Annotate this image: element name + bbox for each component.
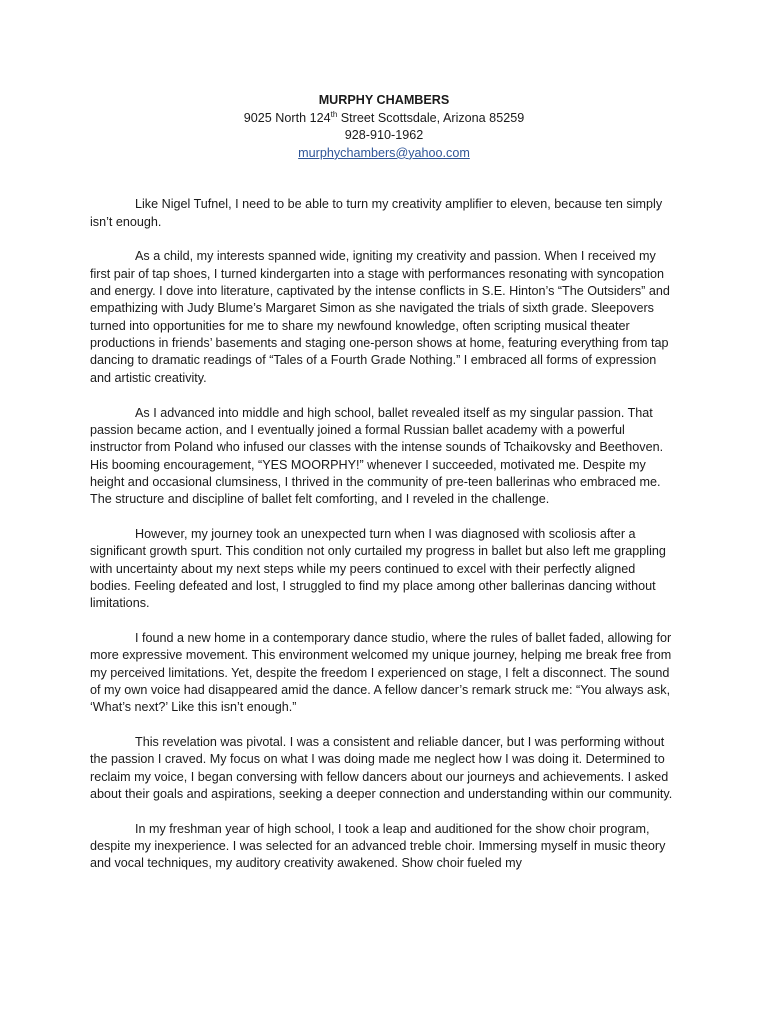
essay-page <box>90 92 678 890</box>
paragraph-4: However, my journey took an unexpected turn when I was diagnosed with scoliosis after a significant growth spurt. This condition not only curtailed my progress in ballet but also left me grappling with uncertainty about my next steps while my peers continued to excel with their perfectly aligned bodies. Feeling defeated and lost, I struggled to find my place among other ballerinas dancing without limitations. <box>90 526 666 611</box>
address-street-city: Street Scottsdale, Arizona 85259 <box>337 110 525 125</box>
paragraph-1: Like Nigel Tufnel, I need to be able to turn my creativity amplifier to eleven, because ten simply isn’t enough. <box>90 197 663 229</box>
address-number: 9025 North 124 <box>243 110 331 125</box>
contact-header <box>90 92 678 162</box>
phone-number: 928-910-1962 <box>344 128 424 143</box>
paragraph-6: This revelation was pivotal. I was a consistent and reliable dancer, but I was performing without the passion I craved. My focus on what I was doing made me neglect how I was doing it. Determined to reclaim my voice, I began conversing with fellow dancers about our journeys and achievements. I asked about their goals and aspirations, seeking a deeper connection and understanding within our community. <box>90 735 673 802</box>
address-ordinal-suffix: th <box>330 109 338 119</box>
essay-body <box>90 196 678 872</box>
paragraph-3: As I advanced into middle and high school, ballet revealed itself as my singular passion. That passion became action, and I eventually joined a formal Russian ballet academy with a powerful instructor from Poland who infused our classes with the intense sounds of Tchaikovsky and Beethoven. His booming encouragement, “YES MOORPHY!” whenever I succeeded, motivated me. Despite my height and occasional clumsiness, I thrived in the community of pre-teen ballerinas who embraced me. The structure and discipline of ballet felt comforting, and I reveled in the challenge. <box>90 405 664 507</box>
paragraph-7: In my freshman year of high school, I took a leap and auditioned for the show choir program, despite my inexperience. I was selected for an advanced treble choir. Immersing myself in music theory and vocal techniques, my auditory creativity awakened. Show choir fueled my <box>90 821 666 871</box>
author-name: MURPHY CHAMBERS <box>318 93 450 107</box>
paragraph-2: As a child, my interests spanned wide, igniting my creativity and passion. When I received my first pair of tap shoes, I turned kindergarten into a stage with performances resonating with syncopation and energy. I dove into literature, captivated by the intense conflicts in S.E. Hinton’s “The Outsiders” and empathizing with Judy Blume’s Margaret Simon as she navigated the trials of sixth grade. Sleepovers turned into opportunities for me to share my newfound knowledge, often scripting musical theater productions in friends’ basements and staging one-person shows at home, featuring everything from tap dancing to dramatic readings of “Tales of a Fourth Grade Nothing.” I embraced all forms of expression and artistic creativity. <box>90 249 670 385</box>
address-line <box>90 110 678 128</box>
email-link[interactable]: murphychambers@yahoo.com <box>298 145 470 160</box>
paragraph-5: I found a new home in a contemporary dance studio, where the rules of ballet faded, allowing for more expressive movement. This environment welcomed my unique journey, helping me break free from my perceived limitations. Yet, despite the freedom I experienced on stage, I felt a disconnect. The sound of my own voice had disappeared amid the dance. A fellow dancer’s remark struck me: “You always ask, ‘What’s next?’ Like this isn’t enough.” <box>90 630 672 715</box>
